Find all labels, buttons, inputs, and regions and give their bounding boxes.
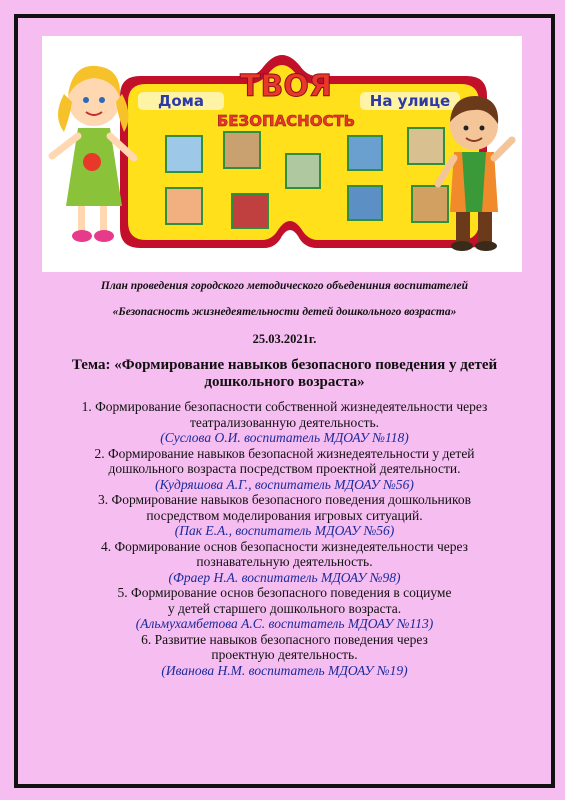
item-author: (Иванова Н.М. воспитатель МДОАУ №19) xyxy=(161,662,408,678)
header-line-2: «Безопасность жизнедеятельности детей дошкольного возраста» xyxy=(112,306,457,318)
item-author: (Суслова О.И. воспитатель МДОАУ №118) xyxy=(160,430,409,445)
item-title-line: познавательную деятельность. xyxy=(196,554,373,569)
banner-label-right: На улице xyxy=(369,92,451,110)
item-title-line: 5. Формирование основ безопасного поведения в социуме xyxy=(117,585,452,600)
list-item xyxy=(42,399,527,446)
banner-label-main2: БЕЗОПАСНОСТЬ xyxy=(216,112,356,130)
document-date: 25.03.2021г. xyxy=(252,332,317,346)
item-author: (Кудряшова А.Г., воспитатель МДОАУ №56) xyxy=(155,476,414,492)
banner-label-main: ТВОЯ xyxy=(240,69,332,104)
topic-heading: Тема: «Формирование навыков безопасного поведения у детей дошкольного возраста» xyxy=(71,357,498,390)
item-title-line: 3. Формирование навыков безопасного поведения дошкольников xyxy=(98,492,471,507)
item-title-line: проектную деятельность. xyxy=(211,647,358,662)
list-item xyxy=(42,632,527,679)
document-body xyxy=(18,280,551,678)
item-author: (Пак Е.А., воспитатель МДОАУ №56) xyxy=(174,523,395,538)
page-frame xyxy=(14,14,555,788)
item-title-line: 4. Формирование основ безопасности жизнедеятельности через xyxy=(101,538,468,554)
item-title-line: посредством моделирования игровых ситуаций. xyxy=(146,507,423,523)
item-author: (Фраер Н.А. воспитатель МДОАУ №98) xyxy=(168,569,401,585)
list-item xyxy=(42,539,527,586)
list-item xyxy=(42,446,527,493)
banner-illustration xyxy=(42,36,522,272)
item-title-line: дошкольного возраста посредством проектной деятельности. xyxy=(108,461,461,476)
banner-label-left: Дома xyxy=(157,92,205,110)
list-item xyxy=(42,492,527,539)
list-item xyxy=(42,585,527,632)
item-title-line: у детей старшего дошкольного возраста. xyxy=(167,600,402,616)
item-title-line: театрализованную деятельность. xyxy=(189,414,380,430)
item-title-line: 6. Развитие навыков безопасного поведения через xyxy=(141,631,428,647)
item-author: (Альмухамбетова А.С. воспитатель МДОАУ №113) xyxy=(135,616,434,631)
item-title-line: 1. Формирование безопасности собственной жизнедеятельности через xyxy=(81,399,488,414)
header-line-1: План проведения городского методического объедениния воспитателей xyxy=(100,280,469,292)
item-title-line: 2. Формирование навыков безопасной жизнедеятельности у детей xyxy=(94,445,475,461)
